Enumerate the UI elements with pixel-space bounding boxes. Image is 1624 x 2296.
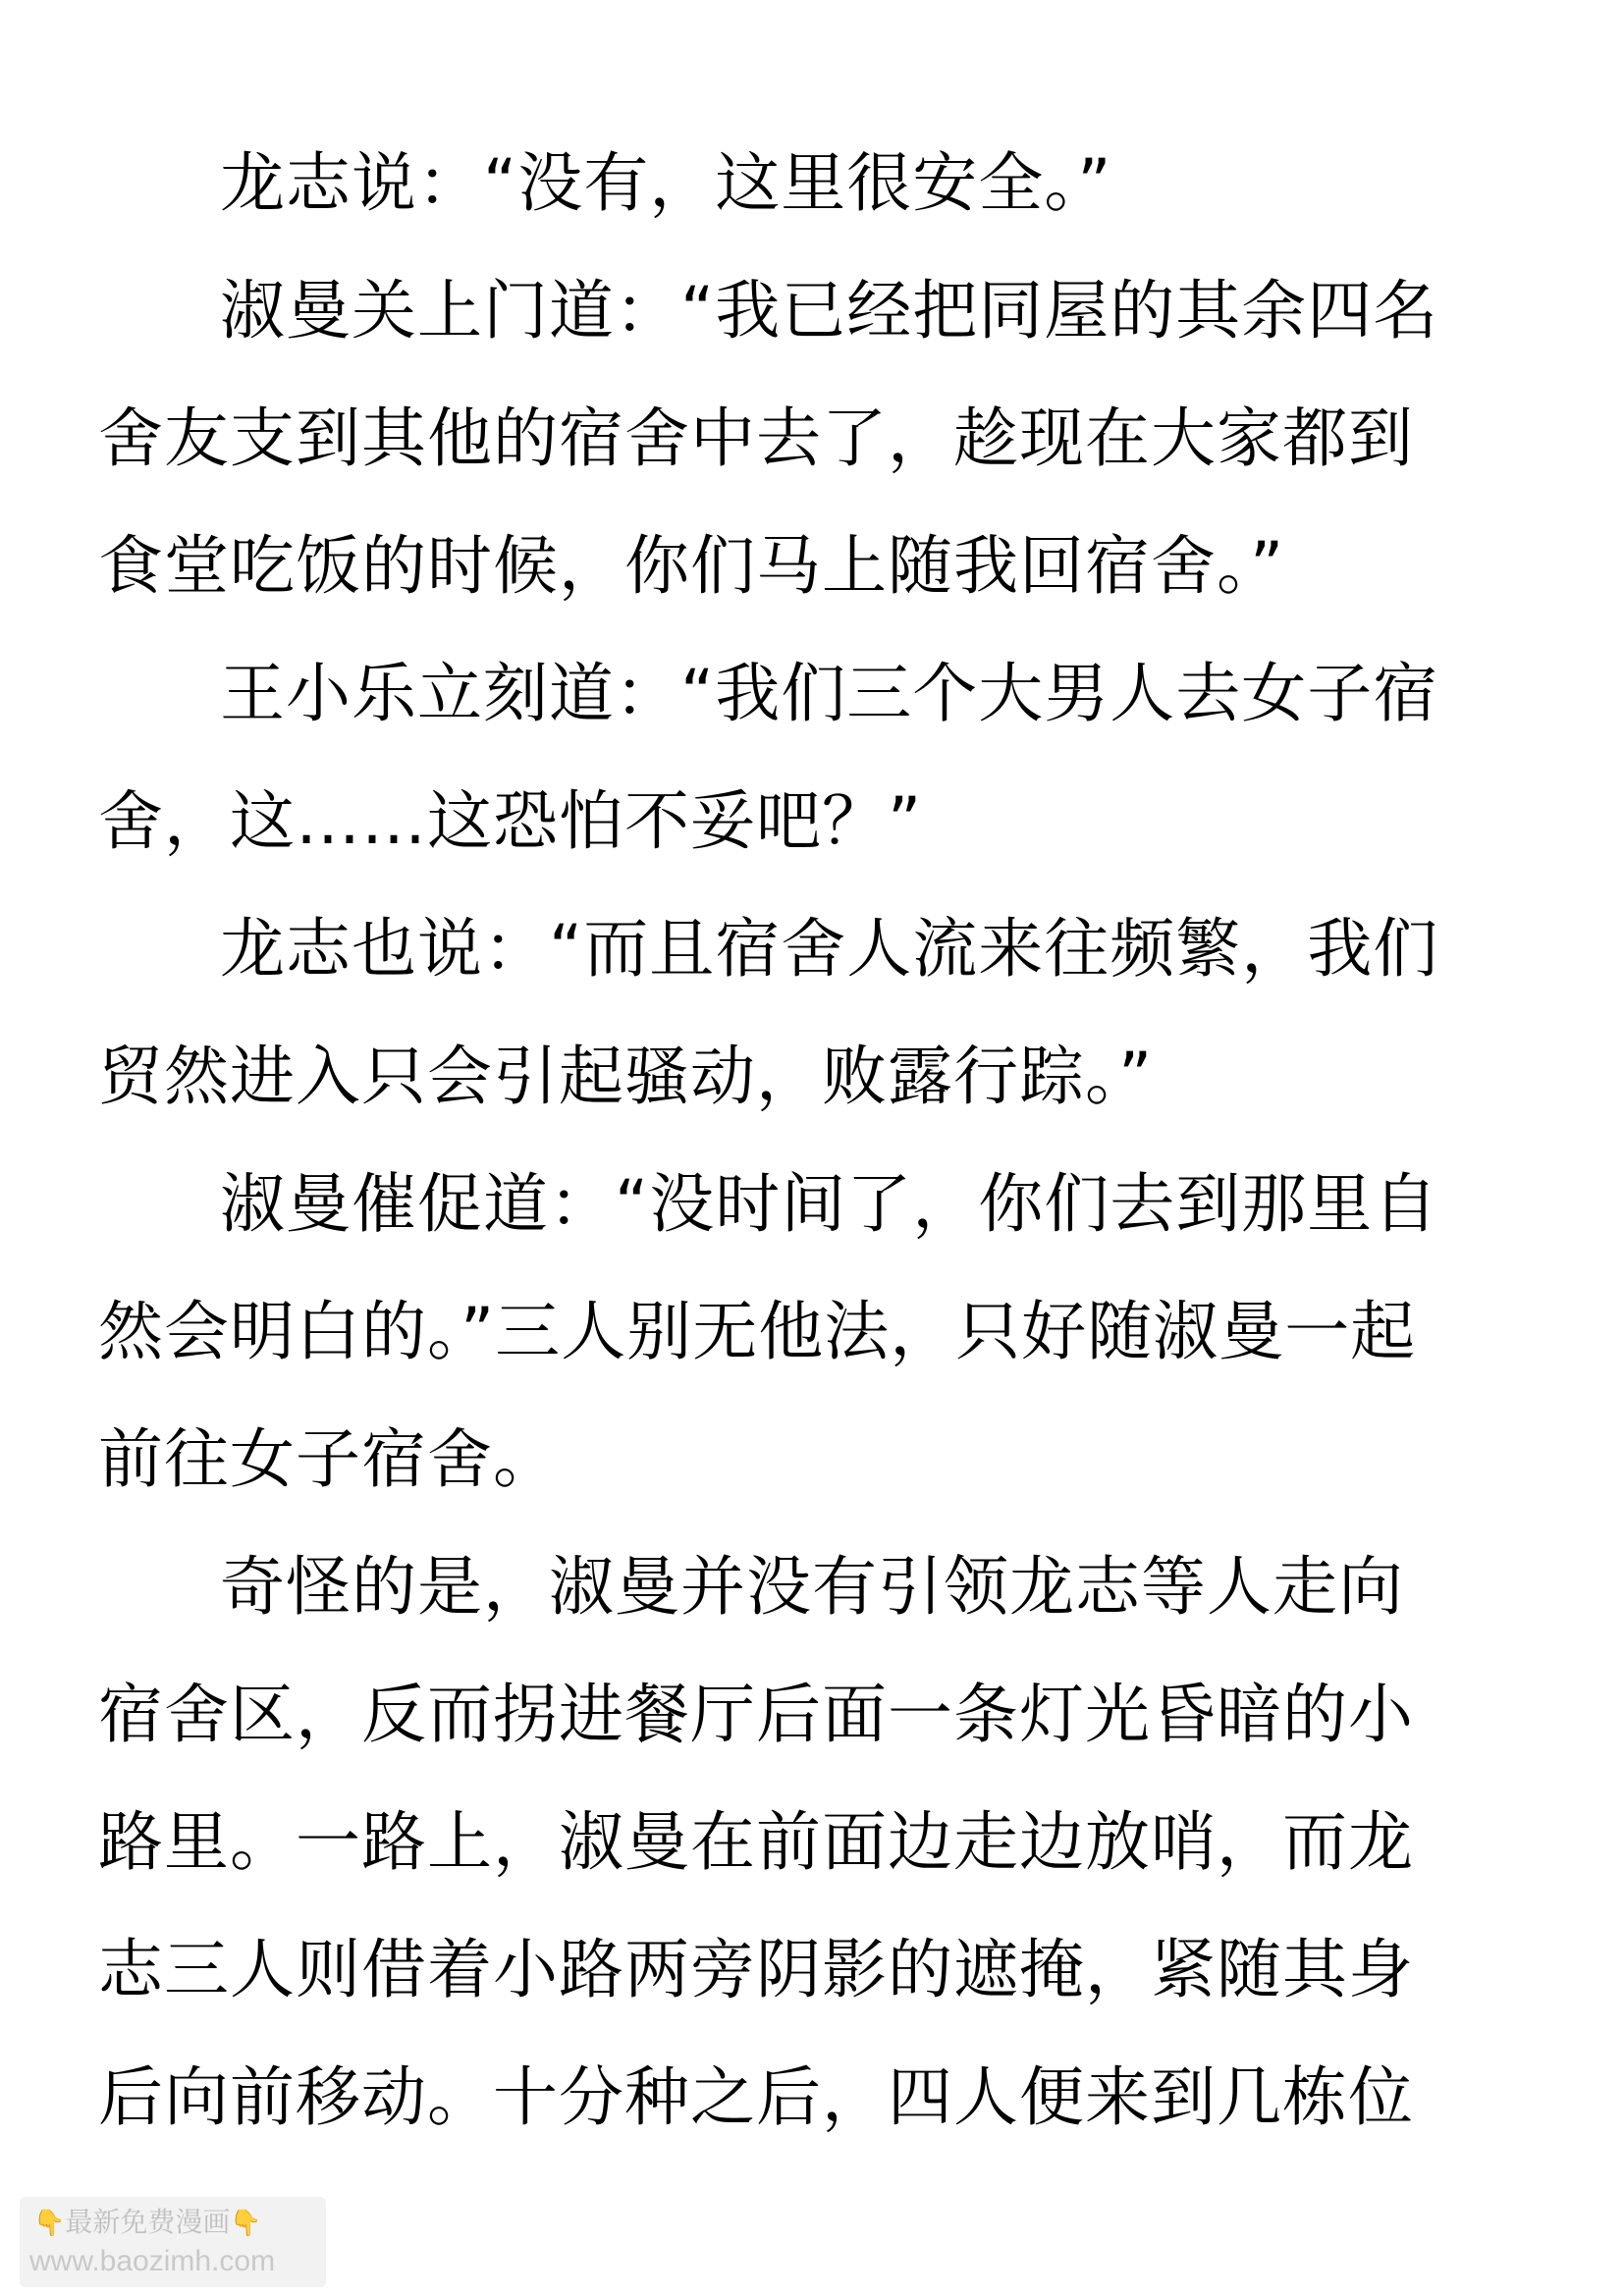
watermark-label: 最新免费漫画 [65,2206,231,2238]
text-line: 志三人则借着小路两旁阴影的遮掩，紧随其身 [98,1932,1414,2007]
text-line: 前往女子宿舍。 [98,1421,559,1497]
document-body [98,120,1542,2162]
watermark-url[interactable]: www.baozimh.com [29,2245,276,2277]
text-line: 奇怪的是，淑曼并没有引领龙志等人走向 [220,1549,1404,1625]
pointing-down-hand-icon: 👇 [33,2209,66,2238]
text-line: 淑曼催促道：“没时间了，你们去到那里自 [220,1166,1439,1242]
text-line: 宿舍区，反而拐进餐厅后面一条灯光昏暗的小 [98,1677,1414,1752]
text-line: 王小乐立刻道：“我们三个大男人去女子宿 [220,656,1439,731]
text-line: 舍，这……这恐怕不妥吧？” [98,783,923,859]
pointing-down-hand-icon: 👇 [230,2209,262,2238]
site-watermark[interactable] [20,2197,326,2287]
text-line: 路里。一路上，淑曼在前面边走边放哨，而龙 [98,1804,1414,1880]
watermark-label-row [33,2203,262,2242]
text-line: 舍友支到其他的宿舍中去了，趁现在大家都到 [98,400,1414,476]
text-line: 龙志说：“没有，这里很安全。” [220,145,1112,221]
text-line: 后向前移动。十分种之后，四人便来到几栋位 [98,2059,1414,2135]
text-line: 淑曼关上门道：“我已经把同屋的其余四名 [220,273,1439,348]
text-line: 龙志也说：“而且宿舍人流来往频繁，我们 [220,911,1439,987]
text-line: 贸然进入只会引起骚动，败露行踪。” [98,1039,1154,1114]
text-line: 然会明白的。”三人别无他法，只好随淑曼一起 [98,1294,1417,1369]
text-line: 食堂吃饭的时候，你们马上随我回宿舍。” [98,528,1285,604]
